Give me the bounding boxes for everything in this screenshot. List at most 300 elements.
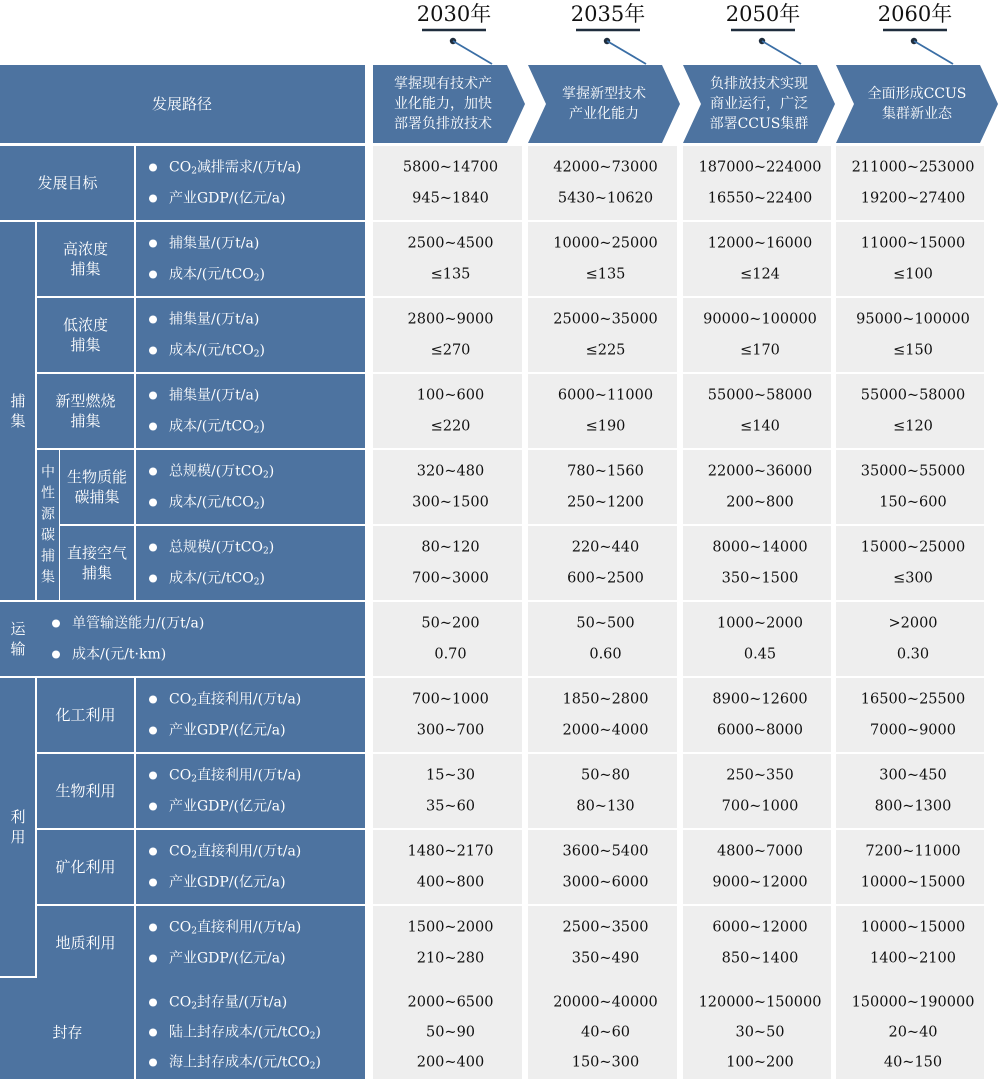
- value-cell-text: 2500~4500: [407, 235, 494, 252]
- subscript: 2: [191, 926, 197, 937]
- bullet-dot: [149, 423, 157, 431]
- value-cell-text: 0.30: [896, 646, 930, 663]
- value-cell-text: 12000~16000: [707, 235, 813, 252]
- value-cell-text: 700~1000: [412, 691, 489, 708]
- value-cell-text: 120000~150000: [698, 994, 822, 1011]
- value-cell-text: 2500~3500: [562, 919, 649, 936]
- indicator-text: 捕集量/(万t/a): [169, 311, 260, 328]
- stage-text: 负排放技术实现: [710, 76, 808, 92]
- stage-text: 全面形成CCUS: [867, 86, 967, 102]
- group-label: 捕集: [81, 564, 113, 582]
- value-cell-text: 42000~73000: [553, 159, 658, 176]
- section-label-char: 运: [10, 620, 26, 638]
- value-cell-text: 2000~4000: [562, 722, 649, 739]
- section-label-cell: [0, 222, 35, 600]
- bullet-dot: [149, 879, 157, 887]
- value-cell-text: 55000~58000: [860, 387, 966, 404]
- indicator-text: 产业GDP/(亿元/a): [169, 950, 286, 967]
- value-cell-text: ≤220: [430, 418, 471, 435]
- bullet-dot: [149, 271, 157, 279]
- indicator-label: [169, 919, 301, 937]
- value-cell-text: 55000~58000: [707, 387, 813, 404]
- value-cell-text: 50~200: [421, 615, 480, 632]
- subgroup-label-char: 性: [41, 485, 55, 502]
- indicator-text: 总规模/(万tCO: [169, 539, 263, 556]
- value-cell-text: 220~440: [571, 539, 640, 556]
- value-cell-text: 300~700: [416, 722, 485, 739]
- indicator-text: 成本/(元/tCO: [169, 418, 254, 435]
- value-cell-text: 7000~9000: [870, 722, 956, 739]
- value-cell: [373, 374, 522, 448]
- value-cell: [528, 602, 677, 676]
- subscript: 2: [253, 349, 260, 360]
- value-cell: [373, 830, 522, 904]
- value-cell: [528, 146, 677, 220]
- indicator-text: 封存量/(万t/a): [196, 994, 288, 1011]
- bullet-dot: [149, 575, 157, 583]
- value-cell: [683, 146, 831, 220]
- indicator-text: 海上封存成本/(元/tCO: [169, 1054, 310, 1071]
- value-cell-text: ≤225: [585, 342, 626, 359]
- bullet-dot: [149, 499, 157, 507]
- value-cell: [373, 526, 522, 600]
- value-cell-text: 11000~15000: [860, 235, 966, 252]
- subscript: 2: [191, 698, 197, 709]
- indicator-label: [169, 266, 265, 284]
- subgroup-label-char: 捕: [41, 548, 55, 565]
- indicator-text: 产业GDP/(亿元/a): [169, 722, 286, 739]
- value-cell-text: 3000~6000: [562, 874, 649, 891]
- value-cell-text: ≤270: [430, 342, 471, 359]
- value-cell-text: 40~150: [883, 1054, 943, 1071]
- value-cell: [528, 298, 677, 372]
- indicator-text: 成本/(元/tCO: [169, 342, 254, 359]
- value-cell-text: ≤124: [740, 266, 780, 283]
- value-cell: [836, 298, 984, 372]
- value-cell-text: ≤190: [585, 418, 626, 435]
- group-label: 捕集: [70, 260, 101, 278]
- group-label: 化工利用: [55, 706, 116, 724]
- indicator-label: [169, 342, 265, 360]
- indicator-cell: [136, 450, 365, 524]
- indicator-text: 捕集量/(万t/a): [169, 387, 260, 404]
- indicator-cell: [136, 678, 365, 752]
- value-cell-text: 850~1400: [721, 950, 799, 967]
- value-cell-text: 1850~2800: [562, 691, 649, 708]
- value-cell-text: 200~400: [416, 1054, 485, 1071]
- value-cell: [683, 526, 831, 600]
- bullet-dot: [149, 544, 157, 552]
- value-cell: [683, 450, 831, 524]
- value-cell: [836, 374, 984, 448]
- indicator-text: 陆上封存成本/(元/tCO: [169, 1024, 310, 1041]
- value-cell-text: 30~50: [735, 1024, 785, 1041]
- value-cell-text: 150000~190000: [851, 994, 975, 1011]
- stage-text: 掌握现有技术产: [394, 76, 492, 92]
- value-cell-text: 22000~36000: [707, 463, 813, 480]
- indicator-cell: [136, 222, 365, 296]
- group-label: 矿化利用: [55, 858, 116, 876]
- indicator-text: CO: [169, 767, 192, 784]
- group-label: 高浓度: [62, 240, 109, 258]
- indicator-cell: [136, 526, 365, 600]
- indicator-label: [169, 235, 259, 252]
- value-cell: [528, 450, 677, 524]
- indicator-text: 总规模/(万tCO: [169, 463, 263, 480]
- group-label: 新型燃烧: [55, 392, 116, 410]
- path-title: 发展路径: [151, 95, 213, 113]
- indicator-label: [169, 418, 265, 436]
- value-cell: [683, 602, 831, 676]
- bullet-dot: [149, 347, 157, 355]
- subscript: 2: [253, 577, 260, 588]
- value-cell-text: 80~120: [421, 539, 480, 556]
- value-cell: [836, 526, 984, 600]
- indicator-label: [169, 539, 274, 557]
- value-cell-text: ≤170: [740, 342, 780, 359]
- value-cell-text: 5430~10620: [557, 190, 654, 207]
- indicator-label: [169, 570, 265, 588]
- indicator-text: CO: [169, 159, 192, 176]
- value-cell-text: 1000~2000: [717, 615, 803, 632]
- value-cell-text: 0.45: [743, 646, 777, 663]
- value-cell-text: >2000: [888, 615, 938, 632]
- bullet-dot: [149, 1029, 157, 1037]
- value-cell-text: 5800~14700: [402, 159, 499, 176]
- group-label-cell: [60, 526, 134, 600]
- value-cell-text: ≤100: [893, 266, 933, 283]
- indicator-text: 成本/(元/tCO: [169, 266, 254, 283]
- indicator-text: ): [268, 463, 275, 480]
- indicator-cell: [136, 374, 365, 448]
- section-label: 发展目标: [37, 174, 98, 192]
- bullet-dot: [149, 955, 157, 963]
- value-cell-text: 50~80: [580, 767, 631, 784]
- bullet-dot: [52, 651, 60, 659]
- year-label: 2030年: [416, 2, 492, 26]
- bullet-dot: [149, 392, 157, 400]
- value-cell-text: ≤140: [740, 418, 780, 435]
- indicator-text: ): [259, 570, 265, 587]
- bullet-dot: [149, 195, 157, 203]
- section-label-char: 用: [10, 828, 26, 846]
- value-cell-text: 211000~253000: [851, 159, 975, 176]
- stage-text: 掌握新型技术: [562, 86, 646, 102]
- value-cell-text: 0.70: [434, 646, 467, 663]
- bullet-dot: [149, 772, 157, 780]
- indicator-text: ): [315, 1054, 321, 1071]
- indicator-text: 产业GDP/(亿元/a): [169, 190, 286, 207]
- indicator-text: ): [259, 418, 265, 435]
- indicator-label: [169, 159, 301, 177]
- bullet-dot: [149, 164, 157, 172]
- group-label: 地质利用: [55, 934, 116, 952]
- value-cell: [836, 450, 984, 524]
- value-cell-text: 100~600: [416, 387, 485, 404]
- subgroup-label-char: 中: [41, 464, 55, 481]
- value-cell-text: 3600~5400: [562, 843, 649, 860]
- indicator-cell: [136, 906, 365, 980]
- value-cell-text: 210~280: [416, 950, 485, 967]
- value-cell-text: 150~600: [879, 494, 947, 511]
- indicator-text: ): [268, 539, 275, 556]
- value-cell-text: ≤135: [430, 266, 471, 283]
- indicator-label: [169, 387, 259, 404]
- indicator-label: [169, 463, 274, 481]
- value-cell-text: 19200~27400: [860, 190, 966, 207]
- indicator-text: CO: [169, 843, 192, 860]
- value-cell: [373, 906, 522, 980]
- value-cell: [373, 450, 522, 524]
- indicator-text: 捕集量/(万t/a): [169, 235, 260, 252]
- stage-text: 部署CCUS集群: [709, 116, 809, 132]
- indicator-label: [169, 190, 286, 207]
- indicator-text: 直接利用/(万t/a): [196, 843, 302, 860]
- value-cell: [528, 830, 677, 904]
- value-cell-text: ≤135: [585, 266, 626, 283]
- subscript: 2: [191, 774, 197, 785]
- value-cell-text: 95000~100000: [856, 311, 970, 328]
- bullet-dot: [149, 803, 157, 811]
- bullet-dot: [149, 696, 157, 704]
- subscript: 2: [309, 1031, 316, 1042]
- value-cell-text: 6000~12000: [712, 919, 808, 936]
- group-label: 生物利用: [55, 782, 116, 800]
- value-cell-text: 300~450: [879, 767, 947, 784]
- value-cell-text: 350~490: [571, 950, 640, 967]
- bullet-dot: [149, 240, 157, 248]
- indicator-label: [169, 798, 286, 815]
- indicator-text: ): [259, 494, 265, 511]
- indicator-label: [169, 874, 286, 891]
- value-cell-text: 8000~14000: [712, 539, 808, 556]
- stage-text: 集群新业态: [882, 106, 952, 122]
- value-cell-text: 400~800: [416, 874, 485, 891]
- value-cell-text: 700~3000: [412, 570, 489, 587]
- value-cell-text: 4800~7000: [717, 843, 803, 860]
- value-cell-text: 25000~35000: [553, 311, 658, 328]
- value-cell-text: 80~130: [576, 798, 635, 815]
- value-cell: [683, 830, 831, 904]
- indicator-label: [169, 950, 286, 967]
- indicator-label: [72, 646, 166, 663]
- indicator-label: [169, 843, 301, 861]
- value-cell: [373, 298, 522, 372]
- value-cell-text: 15~30: [425, 767, 476, 784]
- subscript: 2: [253, 501, 260, 512]
- value-cell-text: 350~1500: [721, 570, 799, 587]
- value-cell-text: 9000~12000: [712, 874, 808, 891]
- indicator-label: [169, 311, 259, 328]
- indicator-text: 成本/(元/t·km): [72, 646, 167, 663]
- bullet-dot: [149, 999, 157, 1007]
- value-cell-text: 10000~15000: [860, 919, 966, 936]
- indicator-label: [169, 494, 265, 512]
- value-cell-text: 200~800: [726, 494, 794, 511]
- value-cell: [528, 374, 677, 448]
- year-label: 2050年: [725, 2, 801, 26]
- value-cell-text: 35~60: [425, 798, 476, 815]
- indicator-text: ): [315, 1024, 321, 1041]
- value-cell: [836, 754, 984, 828]
- value-cell-text: ≤120: [893, 418, 933, 435]
- value-cell-text: 2000~6500: [407, 994, 494, 1011]
- subscript: 2: [253, 425, 260, 436]
- bullet-dot: [149, 1059, 157, 1067]
- stage-arrow: [528, 65, 680, 143]
- year-label: 2035年: [570, 2, 646, 26]
- value-cell: [836, 602, 984, 676]
- value-cell-text: 945~1840: [412, 190, 489, 207]
- value-cell-text: 35000~55000: [860, 463, 966, 480]
- subscript: 2: [263, 546, 269, 557]
- bullet-dot: [149, 727, 157, 735]
- group-label: 碳捕集: [74, 488, 120, 506]
- value-cell: [528, 906, 677, 980]
- value-cell: [836, 146, 984, 220]
- bullet-dot: [149, 316, 157, 324]
- indicator-text: 成本/(元/tCO: [169, 570, 254, 587]
- value-cell: [836, 222, 984, 296]
- value-cell-text: 20000~40000: [553, 994, 658, 1011]
- indicator-text: ): [259, 342, 265, 359]
- indicator-text: CO: [169, 691, 192, 708]
- indicator-cell: [136, 754, 365, 828]
- value-cell-text: 780~1560: [567, 463, 644, 480]
- value-cell: [836, 906, 984, 980]
- value-cell-text: 50~90: [425, 1024, 476, 1041]
- indicator-label: [169, 1024, 321, 1042]
- indicator-text: 直接利用/(万t/a): [196, 691, 302, 708]
- value-cell-text: 6000~11000: [557, 387, 654, 404]
- value-cell-text: 8900~12600: [712, 691, 808, 708]
- indicator-text: CO: [169, 994, 192, 1011]
- value-cell: [528, 526, 677, 600]
- group-label: 生物质能: [66, 468, 128, 486]
- indicator-text: 单管输送能力/(万t/a): [72, 615, 205, 632]
- value-cell-text: 6000~8000: [717, 722, 803, 739]
- indicator-label: [169, 767, 301, 785]
- value-cell-text: 0.60: [589, 646, 622, 663]
- value-cell-text: 2800~9000: [407, 311, 494, 328]
- value-cell-text: 1500~2000: [407, 919, 494, 936]
- indicator-text: 产业GDP/(亿元/a): [169, 874, 286, 891]
- value-cell-text: 10000~15000: [860, 874, 966, 891]
- stage-text: 产业化能力: [569, 106, 639, 122]
- year-label: 2060年: [877, 2, 953, 26]
- value-cell-text: 187000~224000: [698, 159, 822, 176]
- group-label-cell: [37, 374, 134, 448]
- value-cell: [683, 678, 831, 752]
- indicator-label: [169, 1054, 321, 1072]
- value-cell: [528, 754, 677, 828]
- value-cell: [373, 222, 522, 296]
- bullet-dot: [149, 848, 157, 856]
- stage-text: 业化能力，加快: [394, 96, 492, 112]
- value-cell-text: 40~60: [580, 1024, 631, 1041]
- bullet-dot: [149, 468, 157, 476]
- value-cell-text: 7200~11000: [865, 843, 961, 860]
- value-cell: [528, 222, 677, 296]
- subscript: 2: [309, 1061, 316, 1072]
- indicator-cell: [136, 830, 365, 904]
- indicator-cell: [136, 146, 365, 220]
- stage-arrow: [836, 65, 998, 143]
- stage-text: 部署负排放技术: [394, 116, 492, 132]
- indicator-cell: [136, 298, 365, 372]
- section-label: 封存: [52, 1023, 83, 1042]
- value-cell: [373, 602, 522, 676]
- indicator-text: CO: [169, 919, 192, 936]
- indicator-text: 直接利用/(万t/a): [196, 919, 302, 936]
- value-cell: [683, 222, 831, 296]
- group-label: 捕集: [70, 336, 101, 354]
- group-label-cell: [60, 450, 134, 524]
- subgroup-label-char: 集: [41, 569, 55, 586]
- value-cell: [836, 678, 984, 752]
- indicator-text: 成本/(元/tCO: [169, 494, 254, 511]
- section-label-cell: [0, 678, 35, 976]
- indicator-text: ): [259, 266, 265, 283]
- value-cell: [683, 754, 831, 828]
- subscript: 2: [191, 166, 197, 177]
- indicator-text: 直接利用/(万t/a): [196, 767, 302, 784]
- indicator-cell: [37, 602, 365, 676]
- indicator-label: [169, 691, 301, 709]
- subscript: 2: [253, 273, 260, 284]
- value-cell: [373, 754, 522, 828]
- section-label-char: 集: [10, 412, 26, 430]
- section-label-char: 利: [10, 808, 26, 826]
- indicator-label: [72, 615, 204, 632]
- value-cell: [836, 830, 984, 904]
- value-cell: [683, 906, 831, 980]
- section-label-char: 捕: [10, 392, 26, 410]
- bullet-dot: [52, 620, 60, 628]
- value-cell-text: 10000~25000: [553, 235, 658, 252]
- value-cell-text: 700~1000: [721, 798, 799, 815]
- value-cell-text: 150~300: [571, 1054, 640, 1071]
- value-cell-text: 800~1300: [874, 798, 952, 815]
- group-label-cell: [37, 222, 134, 296]
- value-cell-text: 600~2500: [567, 570, 644, 587]
- value-cell-text: ≤150: [893, 342, 933, 359]
- group-label-cell: [37, 298, 134, 372]
- group-label: 直接空气: [66, 544, 128, 562]
- indicator-label: [169, 995, 287, 1012]
- indicator-label: [169, 722, 286, 739]
- value-cell-text: 1480~2170: [407, 843, 494, 860]
- section-label-char: 输: [10, 640, 26, 658]
- value-cell: [373, 678, 522, 752]
- subgroup-label-char: 源: [41, 506, 55, 523]
- value-cell-text: 250~350: [726, 767, 794, 784]
- value-cell-text: 1400~2100: [870, 950, 956, 967]
- value-cell-text: 20~40: [888, 1024, 938, 1041]
- subscript: 2: [191, 1001, 197, 1012]
- value-cell: [683, 374, 831, 448]
- subscript: 2: [191, 850, 197, 861]
- value-cell-text: 100~200: [726, 1054, 794, 1071]
- indicator-text: 减排需求/(万t/a): [196, 159, 302, 176]
- subscript: 2: [263, 470, 269, 481]
- value-cell-text: ≤300: [893, 570, 933, 587]
- bullet-dot: [149, 924, 157, 932]
- subgroup-label-char: 碳: [41, 527, 55, 544]
- group-label: 捕集: [70, 412, 101, 430]
- value-cell-text: 320~480: [416, 463, 485, 480]
- value-cell: [683, 298, 831, 372]
